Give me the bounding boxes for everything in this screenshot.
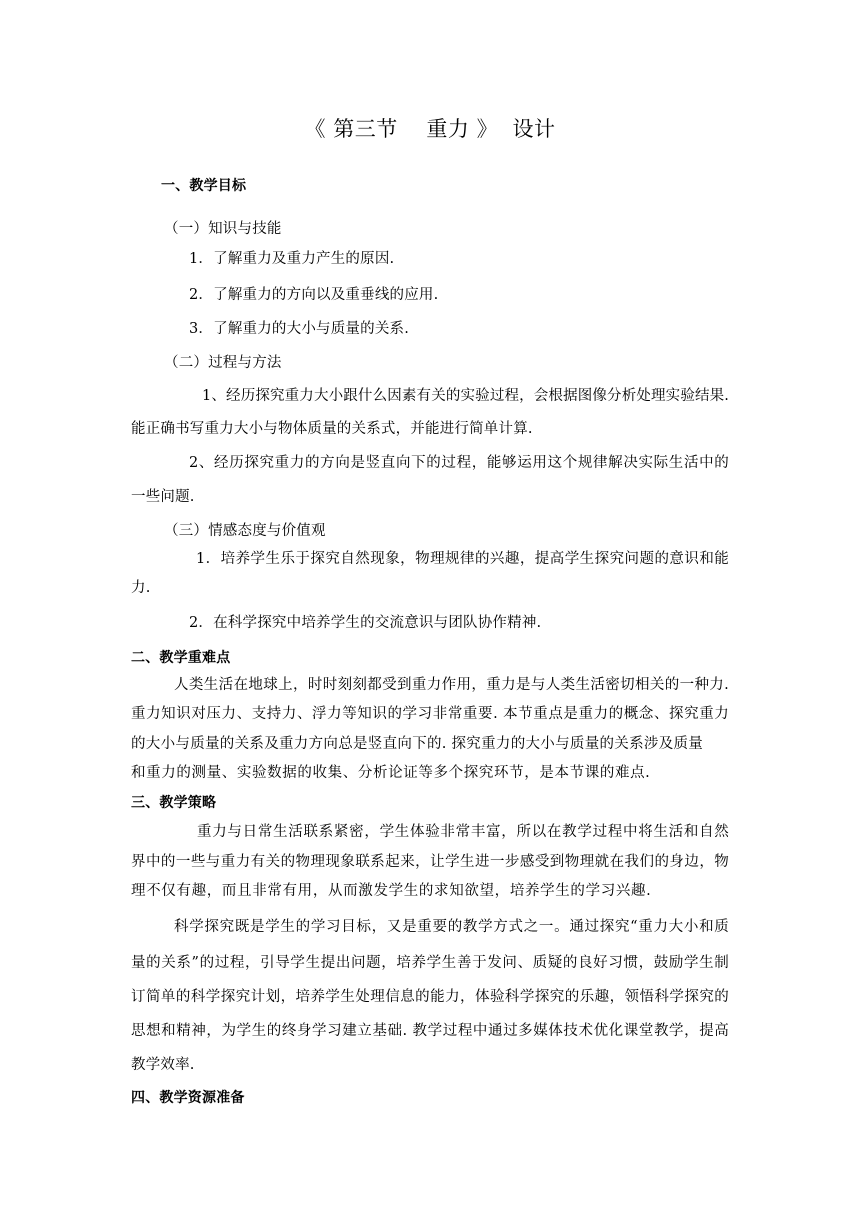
subheading-attitude-values: （三）情感态度与价值观 bbox=[164, 523, 326, 539]
paragraph-line: 1、经历探究重力大小跟什么因素有关的实验过程，会根据图像分析处理实验结果. bbox=[202, 388, 729, 404]
paragraph-line: 2、经历探究重力的方向是竖直向下的过程，能够运用这个规律解决实际生活中的 bbox=[189, 455, 729, 471]
subheading-process-method: （二）过程与方法 bbox=[164, 355, 282, 371]
paragraph-line: 重力与日常生活联系紧密，学生体验非常丰富，所以在教学过程中将生活和自然 bbox=[197, 824, 729, 840]
paragraph-line: 人类生活在地球上，时时刻刻都受到重力作用，重力是与人类生活密切相关的一种力. bbox=[174, 677, 729, 693]
list-item: 2．了解重力的方向以及重垂线的应用. bbox=[189, 287, 439, 303]
section-heading-key-points: 二、教学重难点 bbox=[131, 650, 231, 666]
paragraph-line: 科学探究既是学生的学习目标，又是重要的教学方式之一。通过探究“重力大小和质 bbox=[174, 919, 729, 935]
paragraph-line: 2．在科学探究中培养学生的交流意识与团队协作精神. bbox=[189, 615, 542, 631]
section-heading-resources: 四、教学资源准备 bbox=[131, 1090, 245, 1106]
document-title: 《 第三节 重力 》 设计 bbox=[304, 117, 556, 141]
paragraph-line: 一些问题. bbox=[131, 489, 195, 505]
section-heading-strategy: 三、教学策略 bbox=[131, 795, 217, 811]
paragraph-line: 订简单的科学探究计划，培养学生处理信息的能力，体验科学探究的乐趣，领悟科学探究的 bbox=[131, 989, 729, 1005]
paragraph-line: 量的关系”的过程，引导学生提出问题，培养学生善于发问、质疑的良好习惯，鼓励学生制 bbox=[131, 955, 729, 971]
list-item: 1．了解重力及重力产生的原因. bbox=[189, 251, 395, 267]
section-heading-objectives: 一、教学目标 bbox=[161, 178, 247, 194]
subheading-knowledge-skills: （一）知识与技能 bbox=[164, 221, 282, 237]
paragraph-line: 界中的一些与重力有关的物理现象联系起来，让学生进一步感受到物理就在我们的身边，物 bbox=[131, 854, 729, 870]
paragraph-line: 1．培养学生乐于探究自然现象，物理规律的兴趣，提高学生探究问题的意识和能 bbox=[196, 551, 729, 567]
paragraph-line: 重力知识对压力、支持力、浮力等知识的学习非常重要. 本节重点是重力的概念、探究重力 bbox=[131, 706, 729, 722]
paragraph-line: 的大小与质量的关系及重力方向总是竖直向下的. 探究重力的大小与质量的关系涉及质量 bbox=[131, 736, 703, 752]
paragraph-line: 能正确书写重力大小与物体质量的关系式，并能进行简单计算. bbox=[131, 421, 533, 437]
paragraph-line: 力. bbox=[131, 580, 151, 596]
paragraph-line: 教学效率. bbox=[131, 1057, 195, 1073]
paragraph-line: 理不仅有趣，而且非常有用，从而激发学生的求知欲望，培养学生的学习兴趣. bbox=[131, 883, 651, 899]
paragraph-line: 和重力的测量、实验数据的收集、分析论证等多个探究环节，是本节课的难点. bbox=[131, 765, 650, 781]
list-item: 3．了解重力的大小与质量的关系. bbox=[189, 321, 410, 337]
paragraph-line: 思想和精神，为学生的终身学习建立基础. 教学过程中通过多媒体技术优化课堂教学，提高 bbox=[131, 1023, 729, 1039]
